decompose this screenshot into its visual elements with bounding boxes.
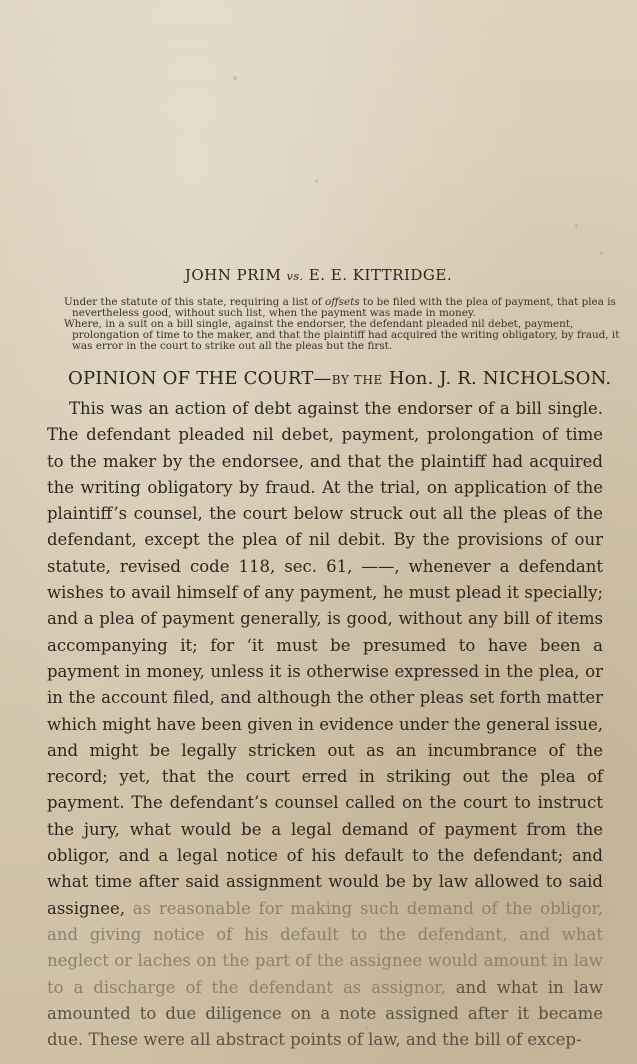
opinion-text-faded: as reasonable for making such demand of the obligor, and giving notice of his default to the defendant, and what neglect or laches on the part of the assignee would amount in law to a discharge of the defendant as assignor, [47, 898, 603, 997]
headnote-text: to be filed with the plea of payment, that plea is nevertheless good, without such list, when the payment was made in money. [72, 296, 616, 319]
opinion-heading-judge: Hon. J. R. NICHOLSON. [388, 368, 612, 389]
opinion-heading-by: BY THE [331, 373, 383, 387]
paper-stain [600, 252, 603, 255]
versus-label: vs. [286, 270, 304, 283]
plaintiff-name: JOHN PRIM [184, 266, 282, 284]
paper-stain [315, 180, 318, 183]
headnote-italic-term: offsets [325, 296, 360, 308]
opinion-text: This was an action of debt against the endorser of a bill single. The defendant pleaded nil debet, payment, prolongation of time to the maker by the endorsee, and that the plaintiff had acquired the writing obligatory by fraud. At the trial, on application of the plaintiff’s counsel, the court below struck out all the pleas of the defendant, except the plea of nil debit. By the provisions of our statute, revised code 118, sec. 61, ——, whenever a defendant wishes to avail himself of any payment, he must plead it specially; and a plea of payment generally, is good, without any bill of items accompanying it; for ‘it must be presumed to have been a payment in money, unless it is otherwise expressed in the plea, or in the account filed, and although the other pleas set forth matter which might have been given in evidence under the general issue, and might be legally stricken out as an incumbrance of the record; yet, that the court erred in striking out the plea of payment. The defendant’s counsel called on the court to instruct the jury, what would be a legal demand of payment from the obligor, and a legal notice of his default to the defendant; and what time after said assignment would be by law allowed to said assignee, [47, 399, 603, 918]
paper-stain [575, 224, 578, 228]
opinion-heading-main: OPINION OF THE COURT— [68, 368, 332, 389]
headnote [64, 297, 626, 352]
case-title [0, 266, 637, 284]
defendant-name: E. E. KITTRIDGE. [308, 266, 453, 284]
headnote-paragraph: Where, in a suit on a bill single, against the endorser, the defendant pleaded nil debet, payment, prolongation of time to the maker, and that the plaintiff had acquired the writing obligatory, by fraud, it was error in the court to strike out all the pleas but the first. [64, 318, 620, 352]
headnote-text: Under the statute of this state, requiring a list of [64, 296, 322, 308]
opinion-heading [68, 368, 628, 389]
headnote-paragraph [64, 297, 626, 319]
opinion-body [47, 396, 603, 1053]
opinion-text-faded: and what in law amounted to due diligence on a note assigned after it became due. These were all abstract points of law, and the bill of excep- [47, 977, 603, 1050]
opinion-paragraph [47, 396, 603, 1053]
paper-stain [233, 76, 237, 80]
